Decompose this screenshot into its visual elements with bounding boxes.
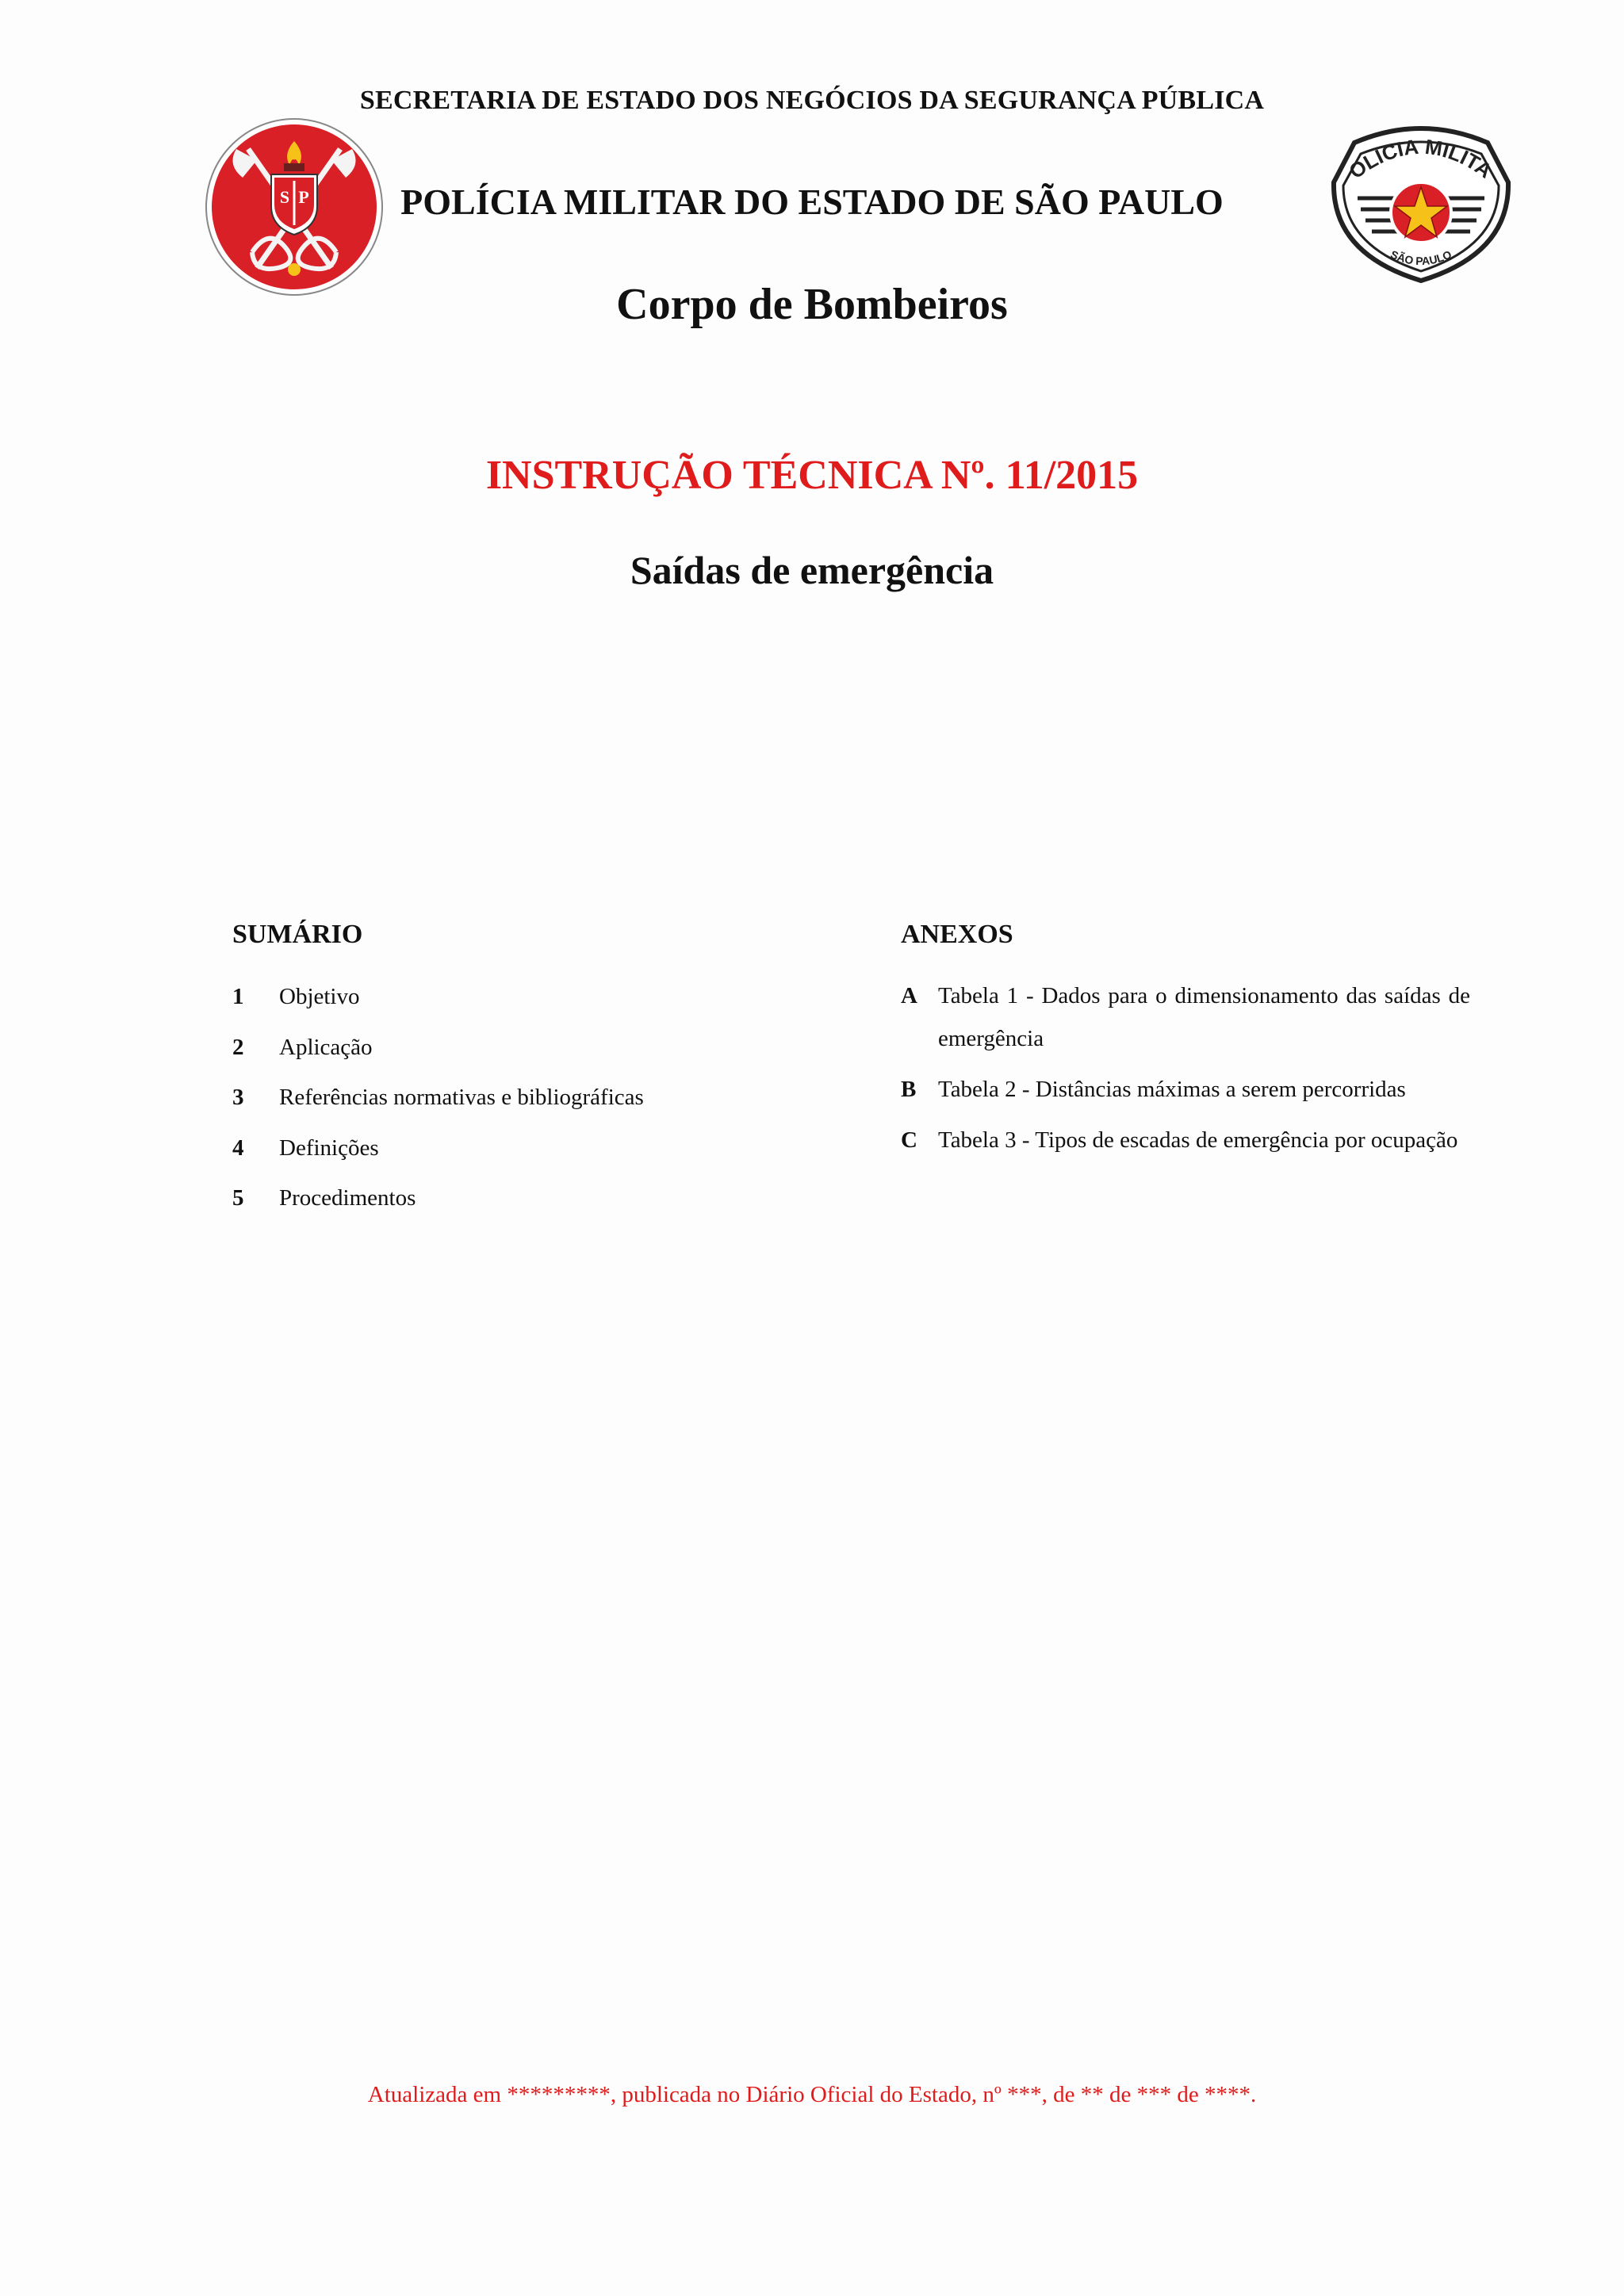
sumario-item-label: Referências normativas e bibliográficas [279,1085,644,1110]
anexo-item-letter: B [901,1077,917,1102]
svg-text:SÃO PAULO: SÃO PAULO [1388,247,1454,268]
sumario-item-number: 1 [232,984,244,1009]
anexo-item-letter: C [901,1127,917,1153]
sumario-item [232,1085,644,1111]
sumario-item-number: 4 [232,1135,244,1161]
sumario-heading: SUMÁRIO [232,920,363,949]
sumario-item-number: 2 [232,1035,244,1060]
corpo-de-bombeiros-heading: Corpo de Bombeiros [616,280,1008,329]
svg-text:POLICIA MILITAR: OLICIA MILITA [1344,134,1497,184]
footer-note: Atualizada em *********, publicada no Diário Oficial do Estado, nº ***, de ** de *** de ****. [367,2082,1257,2107]
anexo-item-label: Tabela 1 - Dados para o dimensionamento das saídas de emergência [938,983,1470,1051]
sumario-item-label: Objetivo [279,984,360,1009]
anexos-heading: ANEXOS [901,920,1013,949]
anexo-item [901,974,1470,1060]
sumario-item-number: 3 [232,1085,244,1110]
sumario-item [232,984,360,1010]
sumario-item [232,1035,373,1061]
sumario-item-label: Aplicação [279,1035,373,1060]
anexo-item-label: Tabela 2 - Distâncias máximas a serem percorridas [938,1077,1406,1102]
anexo-item-label: Tabela 3 - Tipos de escadas de emergência por ocupação [938,1127,1458,1153]
svg-text:P: P [298,187,309,207]
sumario-item-label: Definições [279,1135,379,1161]
policia-militar-emblem-icon [1323,119,1519,285]
policia-militar-heading: POLÍCIA MILITAR DO ESTADO DE SÃO PAULO [400,182,1224,222]
anexo-item [901,1068,1470,1111]
sumario-item-label: Procedimentos [279,1185,416,1211]
anexo-item [901,1119,1470,1161]
svg-text:S: S [279,187,290,207]
document-title: INSTRUÇÃO TÉCNICA Nº. 11/2015 [485,453,1139,498]
sumario-item-number: 5 [232,1185,244,1211]
sumario-item [232,1185,416,1211]
document-subtitle: Saídas de emergência [630,548,994,592]
sumario-item [232,1135,379,1161]
secretaria-heading: SECRETARIA DE ESTADO DOS NEGÓCIOS DA SEGURANÇA PÚBLICA [359,86,1265,115]
anexo-item-letter: A [901,983,917,1008]
